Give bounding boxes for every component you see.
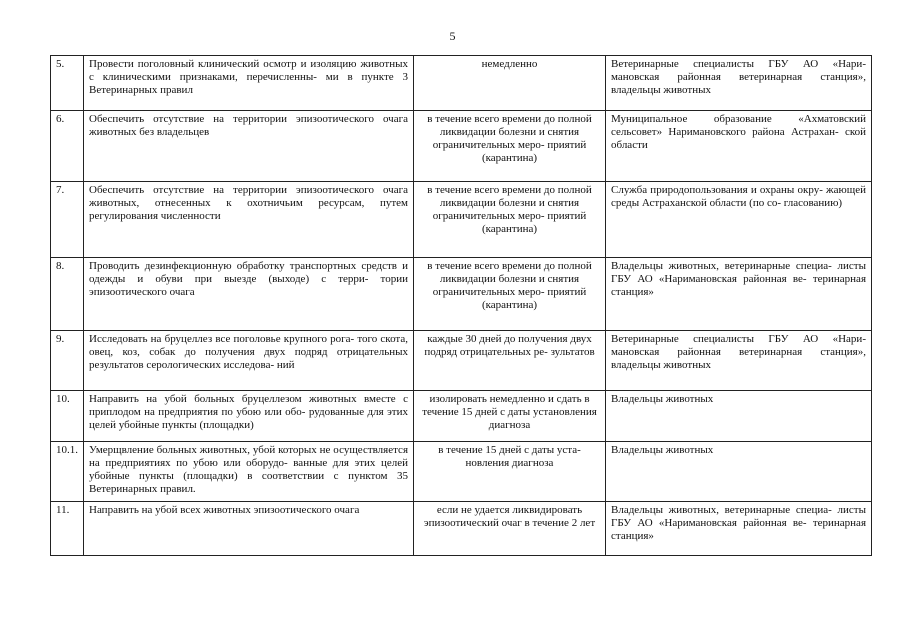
row-number: 10. [51, 391, 84, 442]
row-responsible: Муниципальное образование «Ахматовский сельсовет» Наримановского района Астрахан- ской области [606, 111, 872, 182]
row-responsible: Ветеринарные специалисты ГБУ АО «Нари- мановская районная ветеринарная станция», владельцы животных [606, 331, 872, 391]
row-term [414, 56, 606, 111]
row-action: Направить на убой больных бруцеллезом животных вместе с приплодом на предприятия по убою или обо- рудованные для этих целей убойные пункты (площадки) [84, 391, 414, 442]
row-term-text: изолировать немедленно и сдать в течение 15 дней с даты установления диагноза [422, 393, 597, 431]
table-row [51, 502, 872, 556]
table-row [51, 182, 872, 258]
row-term-text: в течение всего времени до полной ликвидации болезни и снятия ограничительных меро- приятий [427, 260, 592, 298]
row-term [414, 111, 606, 182]
row-action: Проводить дезинфекционную обработку транспортных средств и одежды и обуви при выезде (выходе) с терри- тории эпизоотического очага [84, 258, 414, 331]
table-row [51, 442, 872, 502]
row-term-text: немедленно [481, 58, 538, 70]
row-action: Обеспечить отсутствие на территории эпизоотического очага животных без владельцев [84, 111, 414, 182]
row-action: Умерщвление больных животных, убой которых не осуществляется на предприятиях по убою или оборудо- ванные для этих целей убойные пункты (площадки) в соответствии с пунктом 35 Ветеринарных правил. [84, 442, 414, 502]
row-term-text: в течение всего времени до полной ликвидации болезни и снятия ограничительных меро- приятий [427, 184, 592, 222]
row-responsible: Владельцы животных [606, 391, 872, 442]
row-action: Направить на убой всех животных эпизоотического очага [84, 502, 414, 556]
row-term [414, 442, 606, 502]
table-row [51, 258, 872, 331]
row-action: Провести поголовный клинический осмотр и изоляцию животных с клиническими признаками, перечисленны- ми в пункте 3 Ветеринарных правил [84, 56, 414, 111]
row-term [414, 258, 606, 331]
row-number: 6. [51, 111, 84, 182]
row-term-note: (карантина) [481, 223, 538, 235]
row-term [414, 182, 606, 258]
row-term-text: каждые 30 дней до получения двух подряд отрицательных ре- зультатов [424, 333, 595, 358]
row-responsible: Владельцы животных, ветеринарные специа- листы ГБУ АО «Наримановская районная ве- теринарная станция» [606, 258, 872, 331]
row-action: Обеспечить отсутствие на территории эпизоотического очага животных, отнесенных к охотничьим ресурсам, путем регулирования численности [84, 182, 414, 258]
row-term-note: (карантина) [481, 152, 538, 164]
row-responsible: Владельцы животных, ветеринарные специа- листы ГБУ АО «Наримановская районная ве- теринарная станция» [606, 502, 872, 556]
row-term [414, 391, 606, 442]
row-term-text: если не удается ликвидировать эпизоотический очаг в течение 2 лет [423, 504, 596, 529]
row-responsible: Владельцы животных [606, 442, 872, 502]
table-row [51, 331, 872, 391]
row-number: 8. [51, 258, 84, 331]
row-action: Исследовать на бруцеллез все поголовье крупного рога- того скота, овец, коз, собак до получения двух подряд отрицательных результатов серологических исследова- ний [84, 331, 414, 391]
row-term-note: (карантина) [481, 299, 538, 311]
row-term [414, 502, 606, 556]
row-number: 9. [51, 331, 84, 391]
page-number: 5 [449, 29, 456, 43]
row-term-text: в течение всего времени до полной ликвидации болезни и снятия ограничительных меро- приятий [427, 113, 592, 151]
table-row [51, 111, 872, 182]
row-number: 7. [51, 182, 84, 258]
row-term [414, 331, 606, 391]
table-row [51, 56, 872, 111]
measures-table [50, 55, 872, 556]
row-responsible: Служба природопользования и охраны окру- жающей среды Астраханской области (по со- гласованию) [606, 182, 872, 258]
row-number: 11. [51, 502, 84, 556]
row-responsible: Ветеринарные специалисты ГБУ АО «Нари- мановская районная ветеринарная станция», владельцы животных [606, 56, 872, 111]
row-number: 5. [51, 56, 84, 111]
table-row [51, 391, 872, 442]
row-term-text: в течение 15 дней с даты уста- новления диагноза [438, 444, 581, 469]
row-number: 10.1. [51, 442, 84, 502]
